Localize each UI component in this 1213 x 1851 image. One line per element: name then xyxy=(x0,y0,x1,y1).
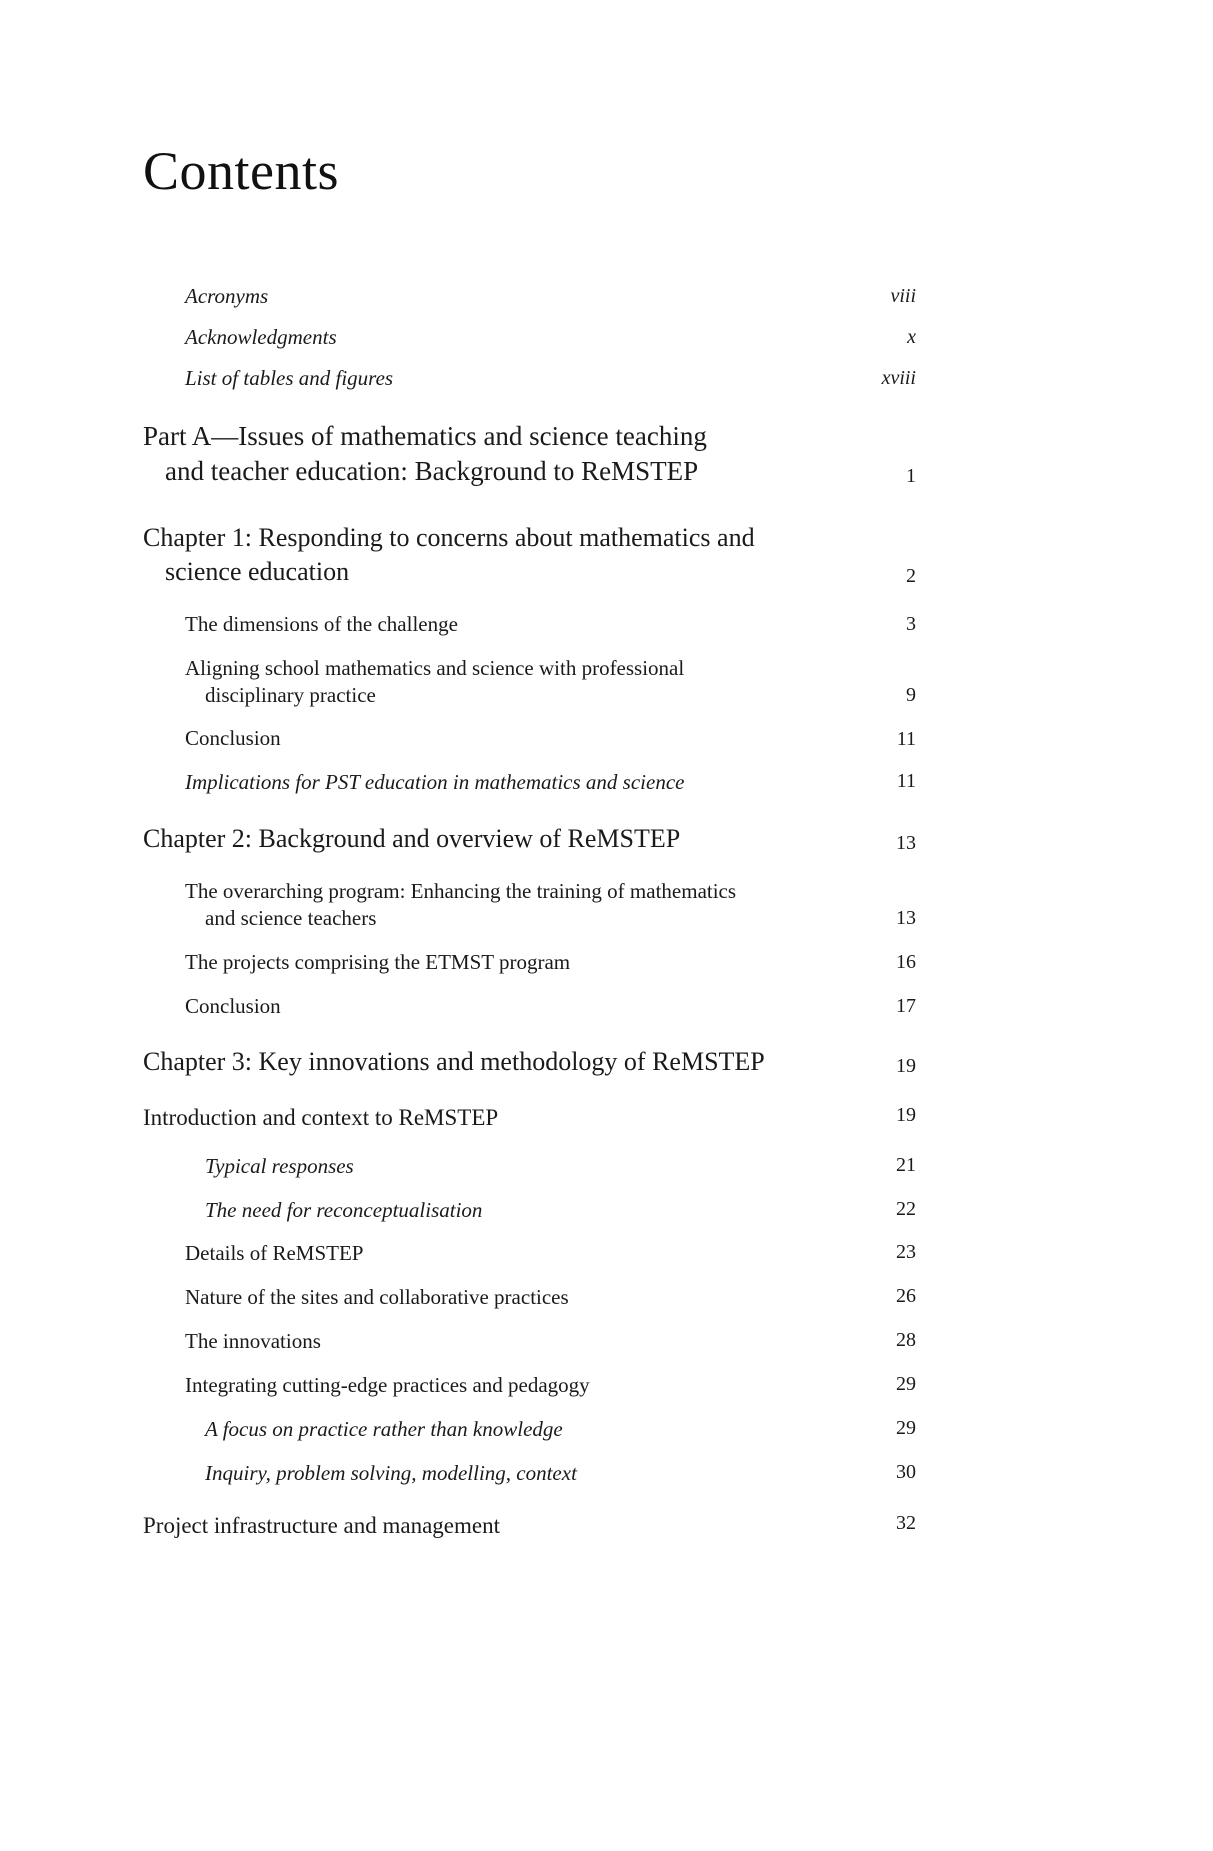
toc-entry-page-number: 17 xyxy=(896,994,916,1017)
toc-entry-label: Acknowledgments xyxy=(185,325,337,349)
toc-entry-label: Conclusion xyxy=(185,726,281,751)
toc-entry-label: Chapter 3: Key innovations and methodology of ReMSTEP xyxy=(143,1047,765,1077)
toc-entry-page-number: x xyxy=(907,326,916,348)
toc-entry-page-number: 3 xyxy=(906,613,916,636)
toc-entry-page-number: 21 xyxy=(896,1153,916,1176)
toc-entry-label: The dimensions of the challenge xyxy=(185,611,458,636)
toc-entry[interactable] xyxy=(143,1511,916,1540)
toc-entry-page-number: 19 xyxy=(896,1104,916,1127)
toc-entry-label: Implications for PST education in mathematics and science xyxy=(185,770,685,795)
toc-entry-page-number: xviii xyxy=(881,367,916,389)
toc-entry-page-number: 13 xyxy=(896,907,916,930)
toc-entry[interactable] xyxy=(143,327,916,348)
toc-entry[interactable] xyxy=(143,993,916,1020)
toc-entry[interactable] xyxy=(143,1045,916,1079)
toc-entry-label: Nature of the sites and collaborative practices xyxy=(185,1285,569,1310)
toc-entry-label: Chapter 1: Responding to concerns about mathematics and science education xyxy=(143,521,773,589)
toc-entry[interactable] xyxy=(143,286,916,307)
toc-entry-page-number: 9 xyxy=(906,683,916,706)
toc-entry[interactable] xyxy=(143,1328,916,1355)
toc-entry-label-continuation: science education xyxy=(165,556,350,586)
toc-entry-list xyxy=(143,286,916,1560)
toc-entry[interactable] xyxy=(143,1284,916,1311)
toc-entry-page-number: 11 xyxy=(896,770,916,793)
toc-entry[interactable] xyxy=(143,1416,916,1443)
toc-entry-label-continuation: and teacher education: Background to ReMSTEP xyxy=(165,456,699,487)
toc-entry[interactable] xyxy=(143,611,916,638)
toc-entry-page-number: 13 xyxy=(896,831,916,854)
toc-entry-page-number: 2 xyxy=(906,564,916,587)
toc-entry-label-continuation: disciplinary practice xyxy=(205,682,376,707)
toc-entry-page-number: 26 xyxy=(896,1285,916,1308)
toc-entry-page-number: 30 xyxy=(896,1460,916,1483)
toc-entry-page-number: viii xyxy=(890,285,916,307)
toc-entry-page-number: 23 xyxy=(896,1241,916,1264)
toc-entry[interactable] xyxy=(143,521,916,589)
toc-entry-page-number: 28 xyxy=(896,1329,916,1352)
toc-entry-page-number: 29 xyxy=(896,1373,916,1396)
toc-entry-page-number: 29 xyxy=(896,1416,916,1439)
toc-entry[interactable] xyxy=(143,1153,916,1180)
page-title: Contents xyxy=(143,141,340,201)
toc-entry-label: Part A—Issues of mathematics and science teaching and teacher education: Background to ReMSTEP xyxy=(143,419,725,489)
toc-entry-page-number: 11 xyxy=(896,727,916,750)
toc-entry-label: The overarching program: Enhancing the training of mathematics and science teachers xyxy=(185,878,737,930)
toc-entry-page-number: 32 xyxy=(896,1511,916,1534)
toc-entry-page-number: 22 xyxy=(896,1197,916,1220)
toc-entry-label: Typical responses xyxy=(205,1153,354,1178)
toc-entry[interactable] xyxy=(143,822,916,856)
toc-entry-label: Details of ReMSTEP xyxy=(185,1241,364,1266)
toc-entry-label: List of tables and figures xyxy=(185,366,394,390)
toc-entry[interactable] xyxy=(143,419,916,489)
toc-entry[interactable] xyxy=(143,769,916,796)
toc-entry[interactable] xyxy=(143,949,916,976)
toc-entry-label: The innovations xyxy=(185,1329,321,1354)
toc-entry-page-number: 16 xyxy=(896,950,916,973)
toc-entry[interactable] xyxy=(143,655,916,709)
toc-entry-label: Chapter 2: Background and overview of ReMSTEP xyxy=(143,824,681,854)
toc-entry[interactable] xyxy=(143,1460,916,1487)
toc-entry[interactable] xyxy=(143,878,916,932)
toc-entry-label: Inquiry, problem solving, modelling, context xyxy=(205,1460,577,1485)
toc-entry-label: Aligning school mathematics and science with professional disciplinary practice xyxy=(185,655,685,707)
toc-entry-label: A focus on practice rather than knowledge xyxy=(205,1416,563,1441)
toc-entry-label: The projects comprising the ETMST program xyxy=(185,949,571,974)
toc-entry[interactable] xyxy=(143,1240,916,1267)
toc-entry[interactable] xyxy=(143,1197,916,1224)
toc-entry-label-continuation: and science teachers xyxy=(205,905,377,930)
toc-entry[interactable] xyxy=(143,725,916,752)
toc-entry-label: The need for reconceptualisation xyxy=(205,1197,483,1222)
toc-entry[interactable] xyxy=(143,1372,916,1399)
toc-entry-label: Integrating cutting-edge practices and pedagogy xyxy=(185,1373,590,1398)
toc-entry-label: Conclusion xyxy=(185,993,281,1018)
toc-entry-page-number: 19 xyxy=(896,1055,916,1078)
toc-entry-page-number: 1 xyxy=(906,465,916,488)
toc-entry[interactable] xyxy=(143,368,916,389)
toc-entry[interactable] xyxy=(143,1103,916,1132)
toc-entry-label: Project infrastructure and management xyxy=(143,1512,500,1538)
toc-entry-label: Acronyms xyxy=(185,284,269,308)
toc-entry-label: Introduction and context to ReMSTEP xyxy=(143,1105,499,1131)
